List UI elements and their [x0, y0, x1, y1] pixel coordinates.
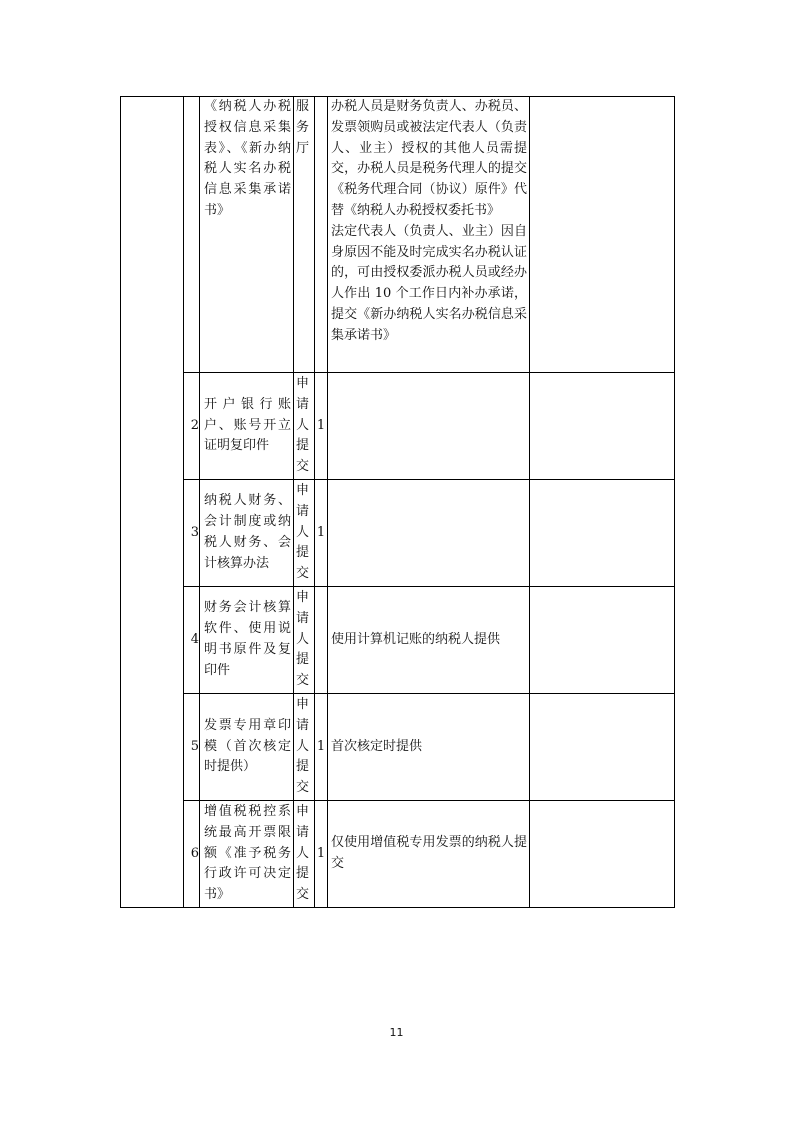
remark-cell	[530, 373, 675, 480]
material-source: 申请人提交	[294, 480, 315, 587]
table-row	[121, 97, 675, 373]
row-number: 4	[184, 587, 200, 694]
copies-count: 1	[315, 373, 328, 480]
row-number: 2	[184, 373, 200, 480]
material-name: 纳税人财务、会计制度或纳税人财务、会计核算办法	[200, 480, 294, 587]
material-note	[328, 373, 530, 480]
note-paragraph: 法定代表人（负责人、业主）因自身原因不能及时完成实名办税认证的，可由授权委派办税人员或经办人作出 10 个工作日内补办承诺，提交《新办纳税人实名办税信息采集承诺书》	[331, 223, 527, 343]
row-number: 3	[184, 480, 200, 587]
material-source: 申请人提交	[294, 587, 315, 694]
material-source: 申请人提交	[294, 801, 315, 908]
material-name: 发票专用章印模（首次核定时提供）	[200, 694, 294, 801]
material-name: 增值税税控系统最高开票限额《准予税务行政许可决定书》	[200, 801, 294, 908]
material-note: 使用计算机记账的纳税人提供	[328, 587, 530, 694]
material-source: 申请人提交	[294, 694, 315, 801]
table-row	[121, 801, 675, 908]
material-source: 服务厅	[294, 97, 315, 373]
material-note: 首次核定时提供	[328, 694, 530, 801]
table-row	[121, 587, 675, 694]
remark-cell	[530, 694, 675, 801]
remark-cell	[530, 801, 675, 908]
table-row	[121, 480, 675, 587]
row-number: 6	[184, 801, 200, 908]
category-cell	[121, 97, 184, 908]
copies-count: 1	[315, 801, 328, 908]
remark-cell	[530, 97, 675, 373]
copies-count	[315, 587, 328, 694]
row-number	[184, 97, 200, 373]
copies-count: 1	[315, 694, 328, 801]
material-name: 《纳税人办税授权信息采集表》、《新办纳税人实名办税信息采集承诺书》	[200, 97, 294, 373]
note-paragraph: 办税人员是财务负责人、办税员、发票领购员或被法定代表人（负责人、业主）授权的其他人员需提交，办税人员是税务代理人的提交《税务代理合同（协议）原件》代替《纳税人办税授权委托书》	[331, 99, 527, 218]
table-row	[121, 694, 675, 801]
remark-cell	[530, 480, 675, 587]
material-name: 开户银行账户、账号开立证明复印件	[200, 373, 294, 480]
table-row	[121, 373, 675, 480]
remark-cell	[530, 587, 675, 694]
material-name: 财务会计核算软件、使用说明书原件及复印件	[200, 587, 294, 694]
material-note: 仅使用增值税专用发票的纳税人提交	[328, 801, 530, 908]
row-number: 5	[184, 694, 200, 801]
material-note	[328, 97, 530, 373]
copies-count: 1	[315, 480, 328, 587]
copies-count	[315, 97, 328, 373]
page-number: 11	[389, 1026, 404, 1039]
materials-table	[120, 96, 675, 908]
material-note	[328, 480, 530, 587]
material-source: 申请人提交	[294, 373, 315, 480]
